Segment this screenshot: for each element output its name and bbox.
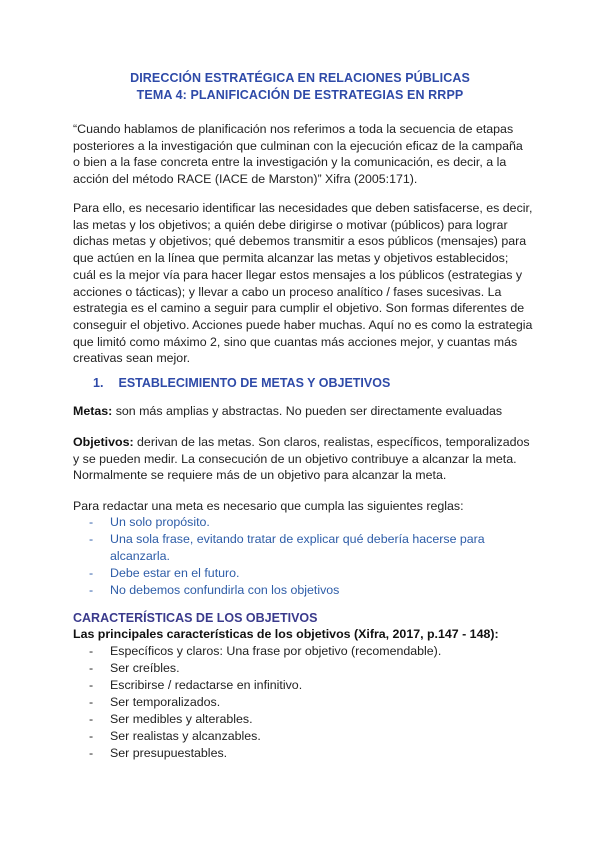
section-1-title: ESTABLECIMIENTO DE METAS Y OBJETIVOS: [118, 376, 391, 390]
metas-text: son más amplias y abstractas. No pueden ser directamente evaluadas: [112, 404, 503, 418]
section-1-heading: [93, 376, 390, 390]
objetivos-paragraph: [73, 434, 533, 484]
characteristics-subheading: Las principales características de los objetivos (Xifra, 2017, p.147 - 148):: [73, 627, 499, 641]
list-item: - Ser creíbles.: [89, 661, 180, 675]
dash-bullet: -: [89, 695, 94, 709]
dash-bullet: -: [89, 661, 94, 675]
dash-bullet: -: [89, 532, 94, 546]
list-item: - Una sola frase, evitando tratar de explicar qué debería hacerse para alcanzarla.: [89, 532, 485, 563]
dash-bullet: -: [89, 712, 94, 726]
dash-bullet: -: [89, 678, 94, 692]
list-item: - Debe estar en el futuro.: [89, 566, 240, 580]
list-item: - Escribirse / redactarse en infinitivo.: [89, 678, 303, 692]
list-item: - Un solo propósito.: [89, 515, 210, 529]
title-line-2: TEMA 4: PLANIFICACIÓN DE ESTRATEGIAS EN RRPP: [136, 88, 464, 102]
list-item: - Específicos y claros: Una frase por objetivo (recomendable).: [89, 644, 442, 658]
characteristics-heading: CARACTERÍSTICAS DE LOS OBJETIVOS: [73, 611, 318, 625]
title-line-1: DIRECCIÓN ESTRATÉGICA EN RELACIONES PÚBLICAS: [130, 71, 470, 85]
dash-bullet: -: [89, 644, 94, 658]
dash-bullet: -: [89, 566, 94, 580]
section-1-number: 1.: [93, 376, 104, 390]
rules-intro: Para redactar una meta es necesario que cumpla las siguientes reglas:: [73, 499, 464, 513]
dash-bullet: -: [89, 583, 94, 597]
characteristics-list: [73, 643, 533, 762]
intro-paragraph: Para ello, es necesario identificar las necesidades que deben satisfacerse, es decir, las metas y los objetivos; a quién debe dirigirse o motivar (públicos) para lograr dichas metas y objetivos; qué debemos transmitir a esos públicos (mensajes) para que actúen en la línea que permita alcanzar las metas y objetivos establecidos; cuál es la mejor vía para hacer llegar estos mensajes a los públicos (estrategias y acciones o tácticas); y llevar a cabo un proceso analítico / fases sucesivas. La estrategia es el camino a seguir para cumplir el objetivo. Son formas diferentes de conseguir el objetivo. Acciones puede haber muchas. Aquí no es como la estrategia que limitó como máximo 2, sino que cuantas más acciones mejor, y cuantas más creativas sean mejor.: [73, 201, 533, 366]
intro-quote: “Cuando hablamos de planificación nos referimos a toda la secuencia de etapas posteriores a la investigación que culminan con la ejecución eficaz de la campaña o bien a la fase concreta entre la investigación y la comunicación, es decir, a la acción del método RACE (IACE de Marston)” Xifra (2005:171).: [73, 122, 523, 187]
list-item: - No debemos confundirla con los objetivos: [89, 583, 340, 597]
list-item: - Ser temporalizados.: [89, 695, 221, 709]
list-item: - Ser medibles y alterables.: [89, 712, 253, 726]
dash-bullet: -: [89, 515, 94, 529]
dash-bullet: -: [89, 746, 94, 760]
list-item: - Ser presupuestables.: [89, 746, 228, 760]
metas-label: Metas:: [73, 404, 113, 418]
document-title: [0, 70, 600, 104]
metas-paragraph: [73, 403, 533, 420]
dash-bullet: -: [89, 729, 94, 743]
objetivos-label: Objetivos:: [73, 435, 134, 449]
rules-list: [73, 514, 533, 599]
list-item: - Ser realistas y alcanzables.: [89, 729, 261, 743]
objetivos-text: derivan de las metas. Son claros, realistas, específicos, temporalizados y se pueden medir. La consecución de un objetivo contribuye a alcanzar la meta. Normalmente se requiere más de un objetivo para alcanzar la meta.: [73, 435, 530, 483]
